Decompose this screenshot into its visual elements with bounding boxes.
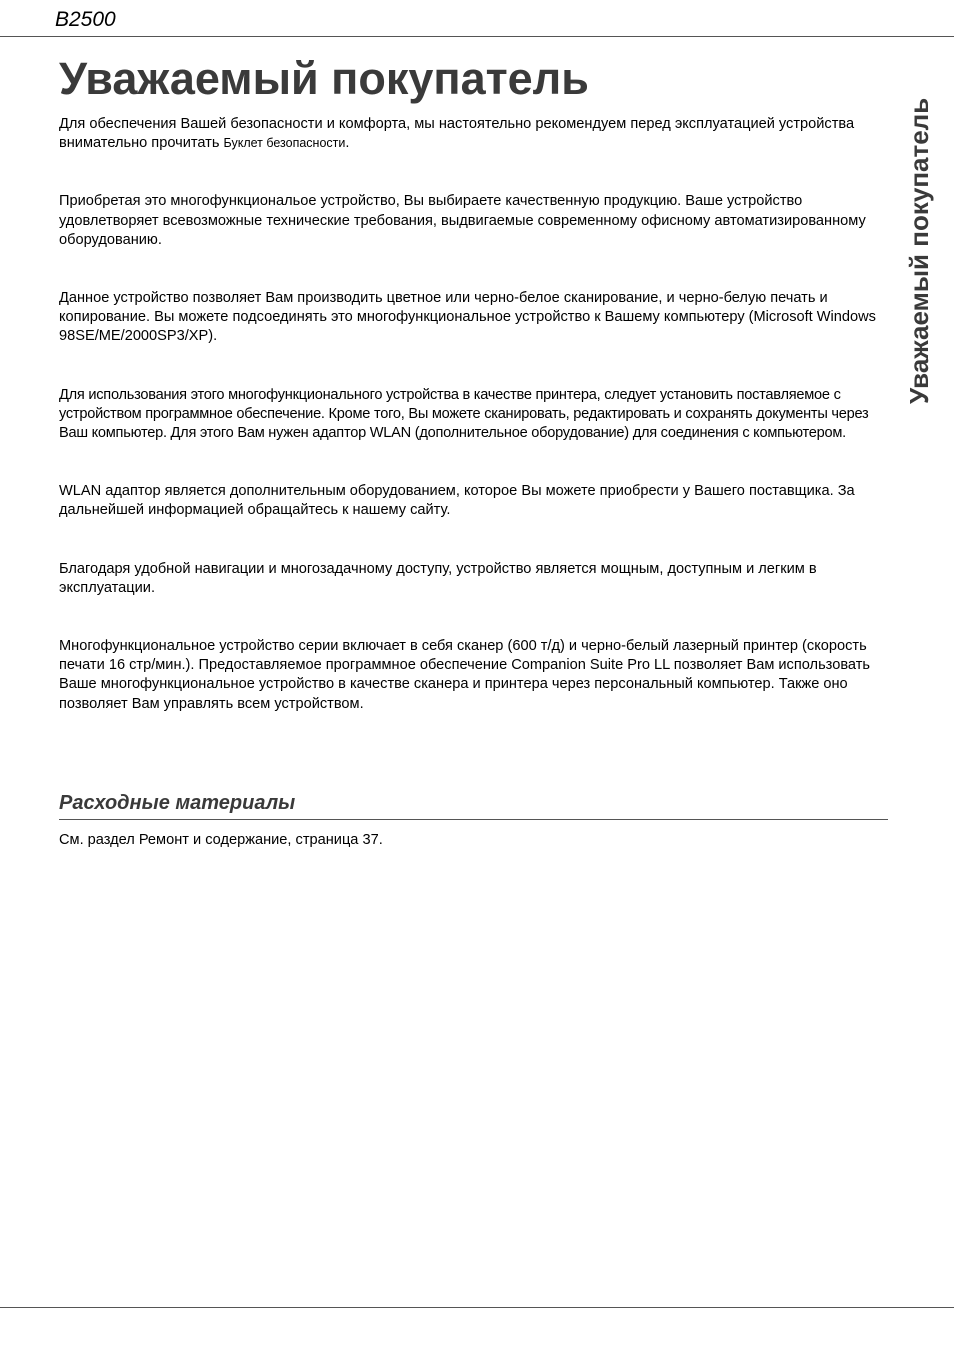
side-tab-title: Уважаемый покупатель bbox=[904, 97, 934, 404]
section-title: Расходные материалы bbox=[59, 789, 888, 820]
page-title: Уважаемый покупатель bbox=[59, 53, 589, 104]
paragraph-printer-software: Для использования этого многофункционального устройства в качестве принтера, следует установить поставляемое с устройством программное обеспечение. Кроме того, Вы можете сканировать, редактировать и сохранять документы через Ваш компьютер. Для этого Вам нужен адаптор WLAN (дополнительное оборудование) для соединения с компьютером. bbox=[59, 386, 869, 442]
main-content bbox=[59, 115, 889, 753]
consumables-section bbox=[59, 789, 888, 850]
paragraph-safety bbox=[59, 115, 889, 153]
paragraph-wlan: WLAN адаптор является дополнительным оборудованием, которое Вы можете приобрести у Вашего поставщика. За дальнейшей информацией обращайтесь к нашему сайту. bbox=[59, 483, 855, 519]
paragraph-safety-text: Для обеспечения Вашей безопасности и комфорта, мы настоятельно рекомендуем перед эксплуатацией устройства внимательно прочитать bbox=[59, 116, 855, 152]
section-reference-text: См. раздел Ремонт и содержание, страница 37. bbox=[59, 832, 383, 848]
paragraph-quality: Приобретая это многофункциональое устройство, Вы выбираете качественную продукцию. Ваше устройство удовлетворяет всевозможные технические требования, выдвигаемые современному офисному автоматизированному оборудованию. bbox=[59, 193, 866, 248]
paragraph-navigation: Благодаря удобной навигации и многозадачному доступу, устройство является мощным, доступным и легким в эксплуатации. bbox=[59, 560, 817, 596]
paragraph-device-series: Многофункциональное устройство серии включает в себя сканер (600 т/д) и черно-белый лазерный принтер (скорость печати 16 стр/мин.). Предоставляемое программное обеспечение Companion Suite Pro LL позволяет Вам использовать Ваше многофункциональное устройство в качестве сканера и принтера через персональный компьютер. Также оно позволяет Вам управлять всем устройством. bbox=[59, 638, 870, 712]
header-divider bbox=[0, 36, 954, 37]
footer-divider bbox=[0, 1307, 954, 1308]
paragraph-scanning: Данное устройство позволяет Вам производить цветное или черно-белое сканирование, и черно-белую печать и копирование. Вы можете подсоединять это многофункциональное устройство к Вашему компьютеру (Microsoft Windows 98SE/ME/2000SP3/XP). bbox=[59, 290, 876, 345]
header-model-label: B2500 bbox=[55, 8, 116, 31]
safety-booklet-reference: Буклет безопасности bbox=[223, 136, 346, 151]
paragraph-safety-end: . bbox=[345, 135, 350, 152]
